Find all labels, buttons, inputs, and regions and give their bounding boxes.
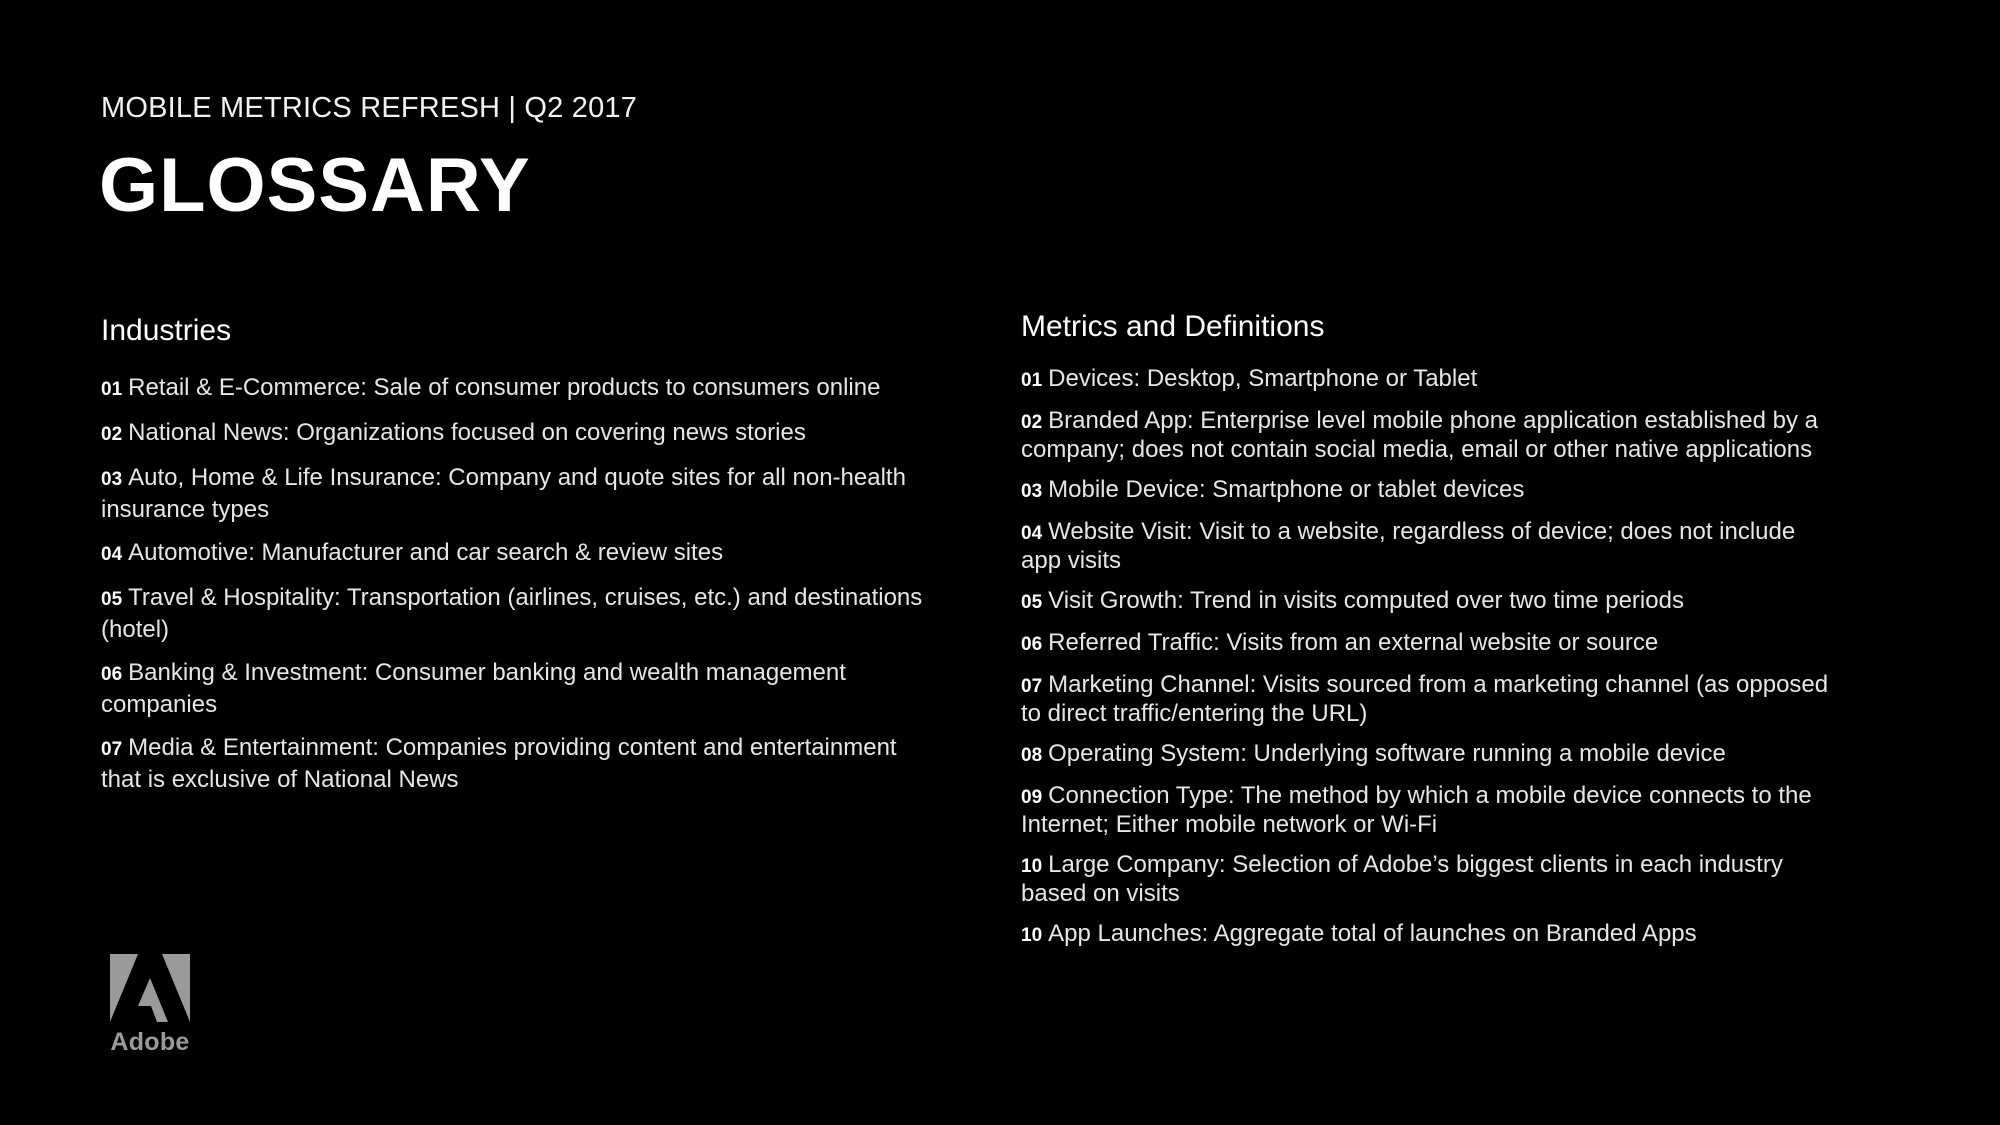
list-item [1021, 740, 1841, 769]
item-text: Referred Traffic: Visits from an external website or source [1048, 629, 1659, 656]
list-item [101, 418, 931, 450]
list-item [1021, 365, 1841, 394]
item-number: 05 [101, 589, 123, 610]
item-number: 04 [1021, 523, 1043, 544]
list-item [1021, 476, 1841, 505]
list-item [1021, 629, 1841, 658]
item-number: 06 [1021, 634, 1043, 655]
item-number: 03 [101, 469, 123, 490]
industries-list [101, 373, 931, 795]
item-text: Auto, Home & Life Insurance: Company and quote sites for all non-health insurance types [101, 464, 906, 523]
list-item [1021, 851, 1841, 907]
item-text: Retail & E-Commerce: Sale of consumer products to consumers online [128, 374, 881, 401]
adobe-logo-icon [110, 954, 190, 1022]
item-text: Travel & Hospitality: Transportation (airlines, cruises, etc.) and destinations (hotel) [101, 584, 923, 643]
list-item [101, 733, 931, 795]
item-number: 07 [1021, 676, 1043, 697]
metrics-heading: Metrics and Definitions [1021, 310, 1325, 343]
item-number: 06 [101, 664, 123, 685]
metrics-list [1021, 365, 1841, 949]
item-number: 10 [1021, 856, 1043, 877]
item-number: 09 [1021, 787, 1043, 808]
item-text: Website Visit: Visit to a website, regardless of device; does not include app visits [1021, 518, 1796, 574]
list-item [1021, 407, 1841, 463]
list-item [101, 463, 931, 525]
item-number: 04 [101, 544, 123, 565]
item-text: Connection Type: The method by which a mobile device connects to the Internet; Either mobile network or Wi-Fi [1021, 782, 1812, 838]
list-item [1021, 782, 1841, 838]
industries-section [101, 313, 931, 808]
list-item [101, 538, 931, 570]
item-number: 07 [101, 739, 123, 760]
metrics-section [1021, 309, 1841, 962]
adobe-wordmark: Adobe [110, 1028, 190, 1056]
item-number: 05 [1021, 592, 1043, 613]
item-text: Operating System: Underlying software running a mobile device [1048, 740, 1726, 767]
list-item [101, 583, 931, 645]
item-text: Devices: Desktop, Smartphone or Tablet [1048, 365, 1478, 392]
slide-kicker: MOBILE METRICS REFRESH | Q2 2017 [101, 92, 638, 124]
item-text: Mobile Device: Smartphone or tablet devices [1048, 476, 1525, 503]
item-number: 10 [1021, 925, 1043, 946]
page-title: GLOSSARY [99, 143, 531, 228]
item-text: App Launches: Aggregate total of launches on Branded Apps [1048, 920, 1697, 947]
item-text: Branded App: Enterprise level mobile phone application established by a company; does not contain social media, email or other native applications [1021, 407, 1818, 463]
item-number: 03 [1021, 481, 1043, 502]
list-item [1021, 587, 1841, 616]
item-text: Media & Entertainment: Companies providing content and entertainment that is exclusive of National News [101, 734, 897, 793]
item-text: Marketing Channel: Visits sourced from a marketing channel (as opposed to direct traffic/entering the URL) [1021, 671, 1829, 727]
list-item [1021, 518, 1841, 574]
item-text: Visit Growth: Trend in visits computed over two time periods [1048, 587, 1684, 614]
item-number: 02 [101, 424, 123, 445]
list-item [101, 658, 931, 720]
list-item [1021, 671, 1841, 727]
list-item [101, 373, 931, 405]
item-text: Banking & Investment: Consumer banking and wealth management companies [101, 659, 846, 718]
list-item [1021, 920, 1841, 949]
item-number: 01 [101, 379, 123, 400]
item-number: 02 [1021, 412, 1043, 433]
item-text: Large Company: Selection of Adobe’s biggest clients in each industry based on visits [1021, 851, 1783, 907]
item-number: 08 [1021, 745, 1043, 766]
adobe-logo [110, 954, 190, 1060]
item-number: 01 [1021, 370, 1043, 391]
item-text: Automotive: Manufacturer and car search & review sites [128, 539, 724, 566]
industries-heading: Industries [101, 314, 232, 347]
item-text: National News: Organizations focused on covering news stories [128, 419, 806, 446]
